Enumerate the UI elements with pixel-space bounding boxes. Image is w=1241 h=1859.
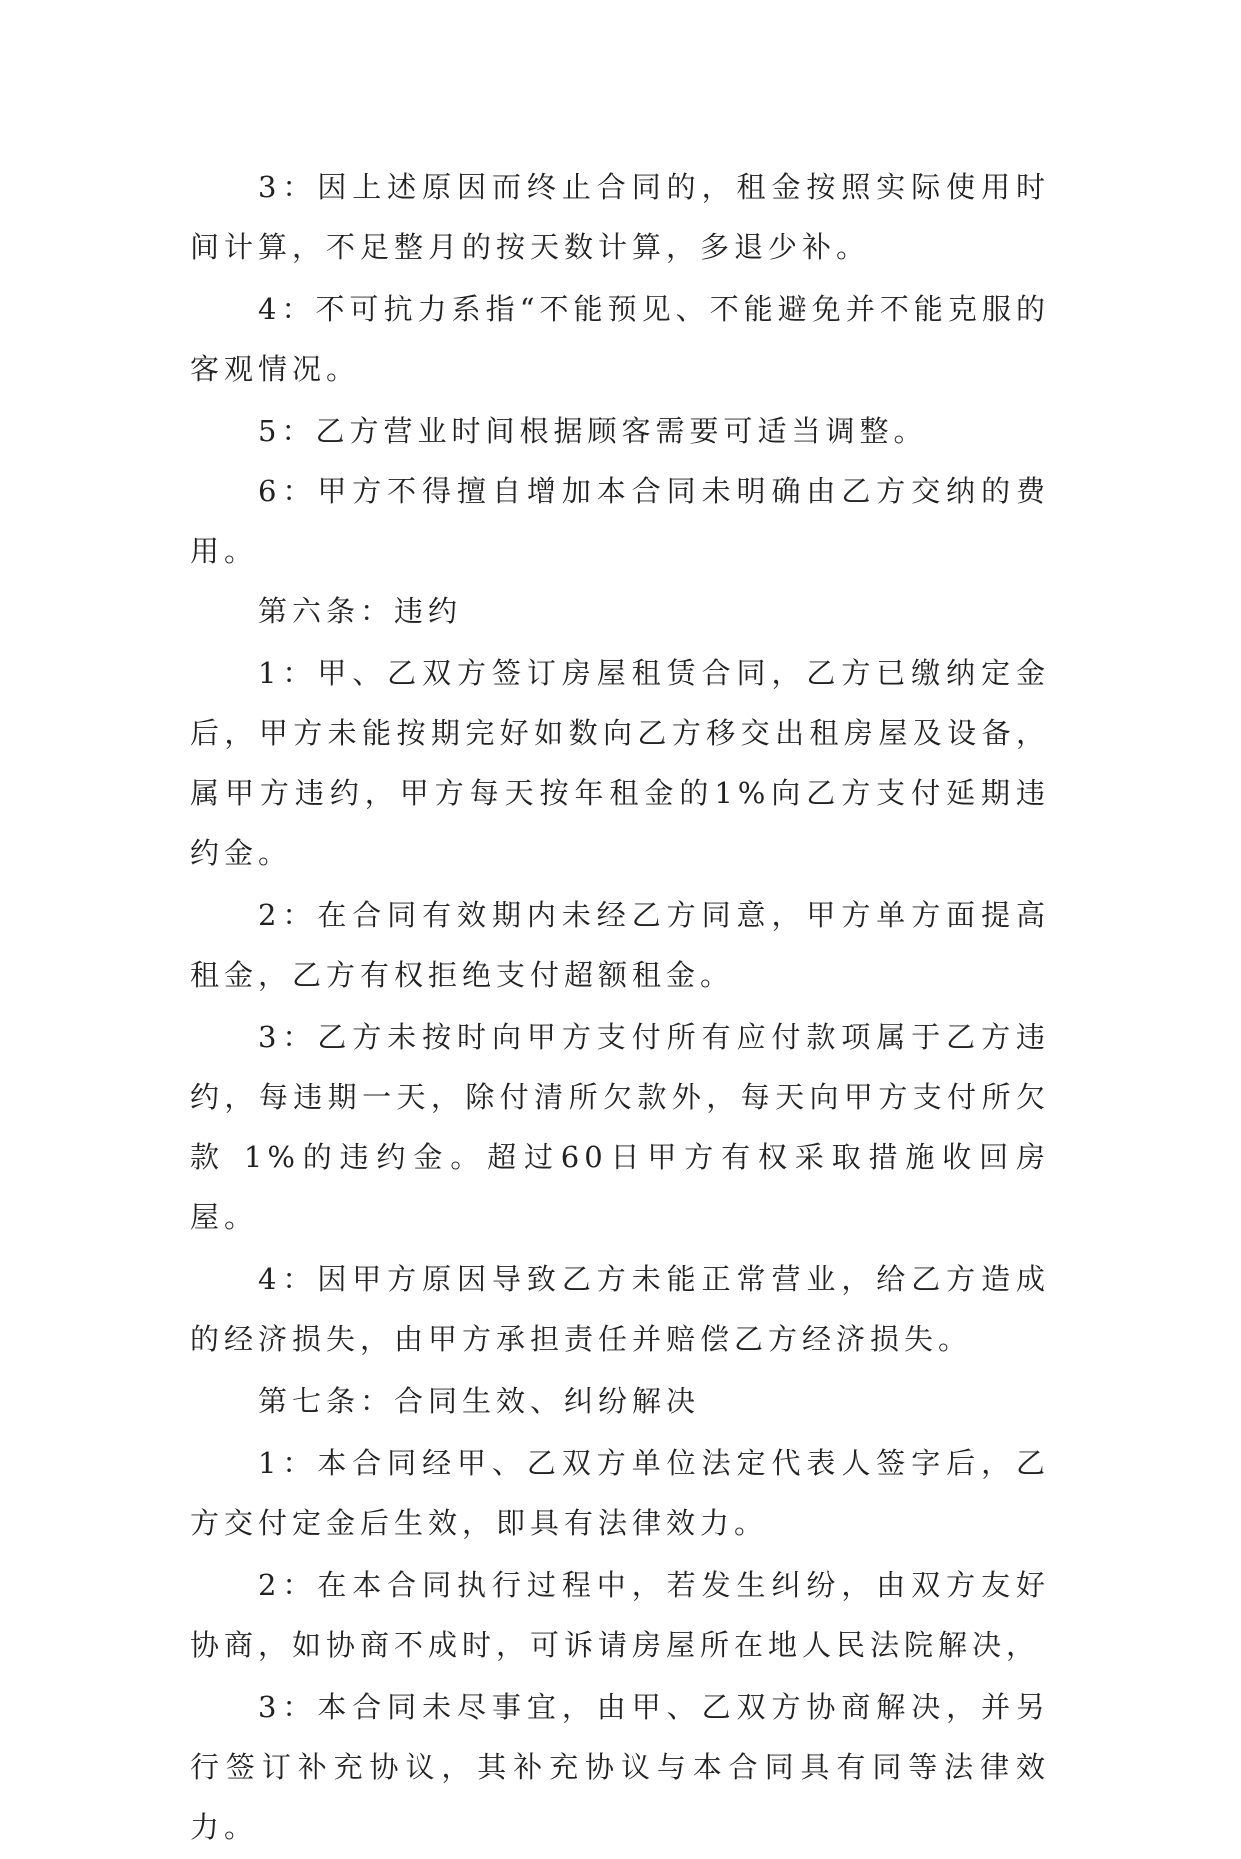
paragraph-extra-fees: 6：甲方不得擅自增加本合同未明确由乙方交纳的费用。 (190, 474, 1050, 568)
paragraph-effect-3: 3：本合同未尽事宜，由甲、乙双方协商解决，并另行签订补充协议，其补充协议与本合同具有同等法律效力。 (190, 1690, 1050, 1844)
paragraph-force-majeure: 4：不可抗力系指“不能预见、不能避免并不能克服的客观情况。 (190, 292, 1050, 386)
paragraph-breach-2: 2：在合同有效期内未经乙方同意，甲方单方面提高租金，乙方有权拒绝支付超额租金。 (190, 898, 1050, 992)
paragraph-effect-1: 1：本合同经甲、乙双方单位法定代表人签字后，乙方交付定金后生效，即具有法律效力。 (190, 1446, 1050, 1540)
paragraph-breach-1: 1：甲、乙双方签订房屋租赁合同，乙方已缴纳定金后，甲方未能按期完好如数向乙方移交出租房屋及设备，属甲方违约，甲方每天按年租金的1%向乙方支付延期违约金。 (190, 656, 1050, 870)
section-heading-effect-disputes: 第七条：合同生效、纠纷解决 (258, 1384, 701, 1418)
paragraph-breach-4: 4：因甲方原因导致乙方未能正常营业，给乙方造成的经济损失，由甲方承担责任并赔偿乙方经济损失。 (190, 1262, 1050, 1356)
paragraph-effect-2: 2：在本合同执行过程中，若发生纠纷，由双方友好协商，如协商不成时，可诉请房屋所在地人民法院解决， (190, 1568, 1050, 1662)
document-body (190, 157, 1050, 1859)
paragraph-termination-rent: 3：因上述原因而终止合同的，租金按照实际使用时间计算，不足整月的按天数计算，多退少补。 (190, 170, 1050, 264)
paragraph-business-hours: 5：乙方营业时间根据顾客需要可适当调整。 (258, 414, 928, 448)
section-heading-breach: 第六条：违约 (258, 594, 463, 628)
paragraph-breach-3: 3：乙方未按时向甲方支付所有应付款项属于乙方违约，每违期一天，除付清所欠款外，每天向甲方支付所欠款 1%的违约金。超过60日甲方有权采取措施收回房屋。 (190, 1020, 1050, 1234)
